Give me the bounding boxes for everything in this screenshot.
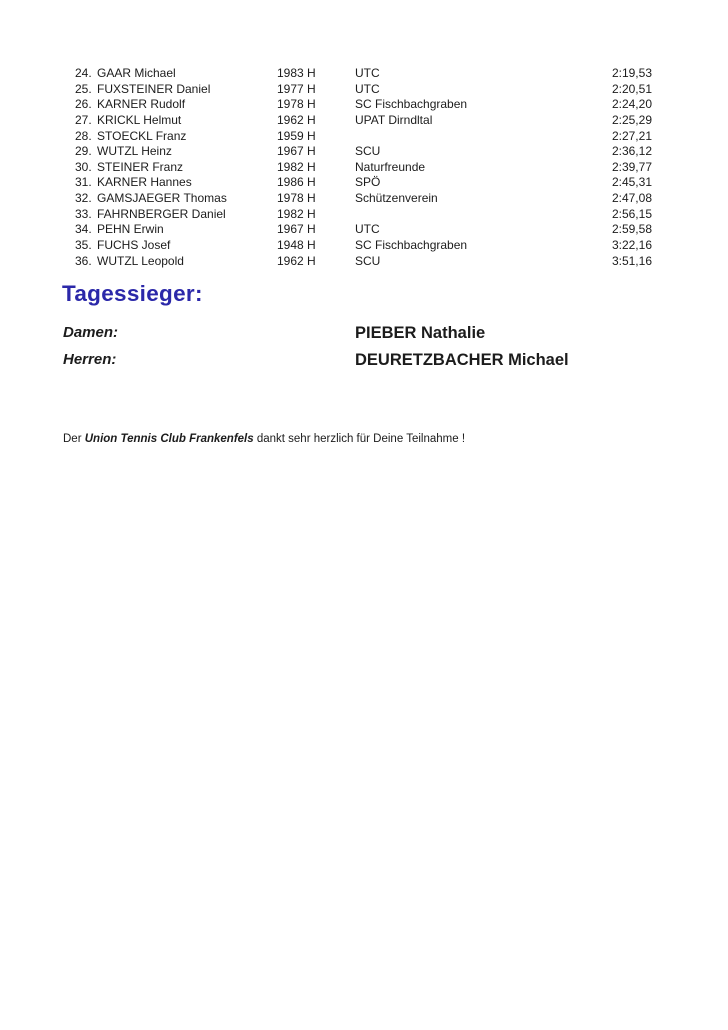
cell-rank: 30. xyxy=(75,159,92,174)
cell-time: 3:22,16 xyxy=(611,238,652,253)
cell-time: 2:56,15 xyxy=(611,206,652,221)
cell-year: 1967 xyxy=(277,144,304,159)
damen-winner-row xyxy=(63,324,653,346)
cell-time: 2:36,12 xyxy=(611,144,652,159)
cell-name: PEHN Erwin xyxy=(97,222,164,237)
cell-time: 2:24,20 xyxy=(611,97,652,112)
table-row xyxy=(75,160,652,176)
cell-rank: 31. xyxy=(75,175,92,190)
cell-cat: H xyxy=(307,81,316,96)
damen-label: Damen: xyxy=(63,324,119,341)
cell-club: Schützenverein xyxy=(355,191,438,206)
cell-club: SC Fischbachgraben xyxy=(355,238,468,253)
tagessieger-heading: Tagessieger: xyxy=(62,281,203,306)
cell-year: 1962 xyxy=(277,112,304,127)
cell-time: 2:19,53 xyxy=(611,66,652,80)
cell-name: FUCHS Josef xyxy=(97,238,171,253)
table-row xyxy=(75,207,652,223)
cell-club xyxy=(355,129,582,145)
table-row xyxy=(75,97,652,113)
cell-year: 1986 xyxy=(277,175,304,190)
cell-rank: 26. xyxy=(75,97,92,112)
cell-time: 2:25,29 xyxy=(611,112,652,127)
cell-cat: H xyxy=(307,66,316,80)
cell-club: UTC xyxy=(355,81,380,96)
cell-year: 1978 xyxy=(277,191,304,206)
table-row xyxy=(75,144,652,160)
cell-rank: 36. xyxy=(75,253,92,268)
cell-name: GAMSJAEGER Thomas xyxy=(97,191,227,206)
table-row xyxy=(75,222,652,238)
cell-rank: 34. xyxy=(75,222,92,237)
cell-name: FAHRNBERGER Daniel xyxy=(97,206,226,221)
cell-year: 1983 xyxy=(277,66,304,80)
cell-year: 1948 xyxy=(277,238,304,253)
thank-you-note xyxy=(63,432,465,447)
cell-name: KARNER Hannes xyxy=(97,175,192,190)
cell-name: WUTZL Leopold xyxy=(97,253,184,268)
cell-rank: 28. xyxy=(75,128,92,143)
cell-time: 2:45,31 xyxy=(611,175,652,190)
cell-cat: H xyxy=(307,222,316,237)
club-name: Union Tennis Club Frankenfels xyxy=(84,433,254,445)
herren-winner-row xyxy=(63,351,653,373)
cell-name: STOECKL Franz xyxy=(97,128,187,143)
table-row xyxy=(75,238,652,254)
cell-cat: H xyxy=(307,238,316,253)
cell-rank: 32. xyxy=(75,191,92,206)
cell-club: UTC xyxy=(355,66,380,80)
cell-cat: H xyxy=(307,128,316,143)
table-row xyxy=(75,113,652,129)
cell-year: 1959 xyxy=(277,128,304,143)
cell-cat: H xyxy=(307,191,316,206)
cell-club: SCU xyxy=(355,253,381,268)
cell-club: SPÖ xyxy=(355,175,381,190)
cell-year: 1967 xyxy=(277,222,304,237)
cell-rank: 25. xyxy=(75,81,92,96)
cell-cat: H xyxy=(307,159,316,174)
cell-name: GAAR Michael xyxy=(97,66,176,80)
table-row xyxy=(75,129,652,145)
cell-time: 2:27,21 xyxy=(611,128,652,143)
cell-rank: 33. xyxy=(75,206,92,221)
cell-rank: 24. xyxy=(75,66,92,80)
cell-name: STEINER Franz xyxy=(97,159,184,174)
cell-club: Naturfreunde xyxy=(355,159,426,174)
cell-club: SC Fischbachgraben xyxy=(355,97,468,112)
table-row xyxy=(75,191,652,207)
table-row xyxy=(75,254,652,270)
cell-year: 1982 xyxy=(277,159,304,174)
cell-year: 1982 xyxy=(277,206,304,221)
thank-you-prefix: Der xyxy=(63,433,85,445)
cell-name: FUXSTEINER Daniel xyxy=(97,81,211,96)
cell-rank: 27. xyxy=(75,112,92,127)
cell-year: 1962 xyxy=(277,253,304,268)
cell-cat: H xyxy=(307,97,316,112)
cell-cat: H xyxy=(307,112,316,127)
cell-cat: H xyxy=(307,253,316,268)
table-row xyxy=(75,175,652,191)
table-row xyxy=(75,66,652,82)
cell-year: 1977 xyxy=(277,81,304,96)
cell-name: WUTZL Heinz xyxy=(97,144,172,159)
cell-rank: 35. xyxy=(75,238,92,253)
cell-cat: H xyxy=(307,144,316,159)
cell-club: UTC xyxy=(355,222,380,237)
cell-time: 2:20,51 xyxy=(611,81,652,96)
cell-time: 2:39,77 xyxy=(611,159,652,174)
cell-year: 1978 xyxy=(277,97,304,112)
cell-time: 3:51,16 xyxy=(611,253,652,268)
cell-club: SCU xyxy=(355,144,381,159)
cell-club: UPAT Dirndltal xyxy=(355,112,433,127)
damen-winner-name: PIEBER Nathalie xyxy=(355,324,486,342)
cell-rank: 29. xyxy=(75,144,92,159)
herren-winner-name: DEURETZBACHER Michael xyxy=(355,351,569,369)
cell-name: KRICKL Helmut xyxy=(97,112,182,127)
cell-club xyxy=(355,207,582,223)
herren-label: Herren: xyxy=(63,351,117,368)
table-row xyxy=(75,82,652,98)
results-table xyxy=(75,66,652,269)
cell-name: KARNER Rudolf xyxy=(97,97,186,112)
cell-cat: H xyxy=(307,175,316,190)
thank-you-suffix: dankt sehr herzlich für Deine Teilnahme ! xyxy=(253,433,466,445)
cell-cat: H xyxy=(307,206,316,221)
cell-time: 2:59,58 xyxy=(611,222,652,237)
cell-time: 2:47,08 xyxy=(611,191,652,206)
